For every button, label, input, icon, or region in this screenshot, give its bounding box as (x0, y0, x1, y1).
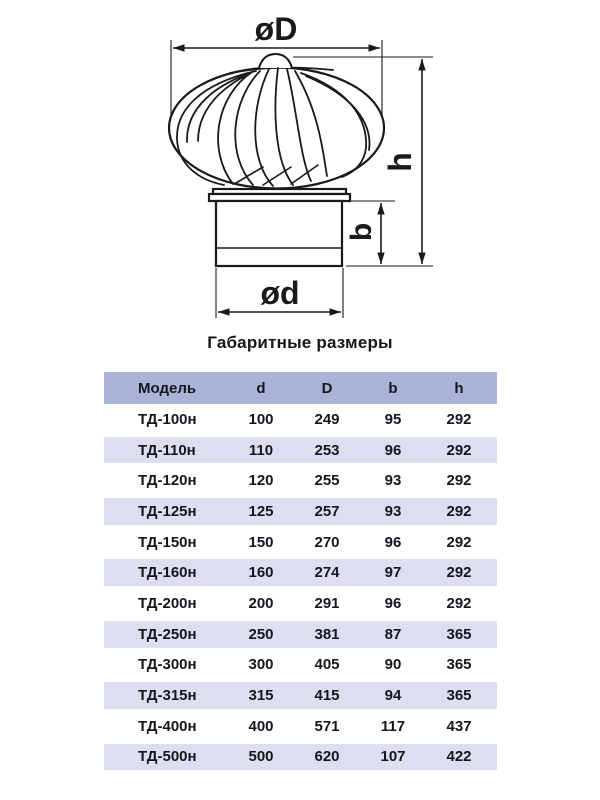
dimensions-table (104, 372, 497, 772)
value-cell: 160 (248, 564, 274, 582)
value-cell: 87 (384, 625, 402, 643)
pipe-body (216, 201, 342, 266)
table-row (104, 527, 497, 558)
value-cell: 405 (314, 656, 340, 674)
header-cell-4: h (454, 379, 464, 397)
value-cell: 292 (446, 564, 472, 582)
value-cell: 120 (248, 472, 274, 490)
value-cell: 110 (248, 441, 274, 459)
value-cell: 96 (384, 533, 402, 551)
table-row (104, 619, 497, 650)
dim-label-inner-diameter: ød (260, 275, 300, 311)
table-row (104, 557, 497, 588)
table-header-row (104, 372, 497, 404)
value-cell: 365 (446, 656, 472, 674)
header-cell-2: D (321, 379, 333, 397)
value-cell: 100 (248, 410, 274, 428)
value-cell: 422 (446, 748, 472, 766)
value-cell: 274 (314, 564, 340, 582)
value-cell: 117 (380, 717, 406, 735)
value-cell: 292 (446, 594, 472, 612)
turbine-head (169, 54, 384, 189)
table-row (104, 742, 497, 773)
table-row (104, 404, 497, 435)
value-cell: 107 (380, 748, 406, 766)
value-cell: 257 (314, 502, 340, 520)
header-cell-0: Модель (138, 379, 197, 397)
value-cell: 292 (446, 472, 472, 490)
value-cell: 381 (314, 625, 340, 643)
model-cell: ТД-125н (138, 502, 197, 520)
header-cell-3: b (388, 379, 398, 397)
value-cell: 315 (248, 687, 274, 705)
value-cell: 365 (446, 625, 472, 643)
value-cell: 93 (384, 502, 402, 520)
dim-label-outer-diameter: øD (254, 11, 298, 47)
model-cell: ТД-120н (138, 472, 197, 490)
value-cell: 292 (446, 441, 472, 459)
base-pipe (209, 189, 350, 266)
model-cell: ТД-315н (138, 687, 197, 705)
value-cell: 292 (446, 533, 472, 551)
value-cell: 97 (384, 564, 402, 582)
value-cell: 500 (248, 748, 274, 766)
value-cell: 270 (314, 533, 340, 551)
value-cell: 200 (248, 594, 274, 612)
table-row (104, 496, 497, 527)
value-cell: 400 (248, 717, 274, 735)
value-cell: 291 (314, 594, 340, 612)
value-cell: 95 (384, 410, 402, 428)
table-row (104, 588, 497, 619)
value-cell: 255 (314, 472, 340, 490)
model-cell: ТД-110н (138, 441, 196, 459)
value-cell: 292 (446, 410, 472, 428)
value-cell: 415 (314, 687, 340, 705)
model-cell: ТД-300н (138, 656, 197, 674)
value-cell: 96 (384, 594, 402, 612)
model-cell: ТД-500н (138, 748, 197, 766)
table-row (104, 650, 497, 681)
value-cell: 253 (314, 441, 340, 459)
value-cell: 292 (446, 502, 472, 520)
header-cell-1: d (256, 379, 266, 397)
model-cell: ТД-100н (138, 410, 197, 428)
value-cell: 365 (446, 687, 472, 705)
model-cell: ТД-400н (138, 717, 197, 735)
model-cell: ТД-250н (138, 625, 197, 643)
value-cell: 125 (248, 502, 274, 520)
model-cell: ТД-200н (138, 594, 197, 612)
dim-label-base-height: b (345, 222, 378, 242)
model-cell: ТД-160н (138, 564, 197, 582)
table-row (104, 680, 497, 711)
table-row (104, 435, 497, 466)
value-cell: 94 (384, 687, 402, 705)
value-cell: 249 (314, 410, 340, 428)
table-row (104, 711, 497, 742)
value-cell: 300 (248, 656, 274, 674)
table-title: Габаритные размеры (207, 333, 393, 352)
value-cell: 437 (446, 717, 472, 735)
value-cell: 620 (314, 748, 340, 766)
table-row (104, 465, 497, 496)
value-cell: 96 (384, 441, 402, 459)
value-cell: 90 (384, 656, 402, 674)
turbine-cap (259, 54, 292, 68)
value-cell: 93 (384, 472, 402, 490)
model-cell: ТД-150н (138, 533, 197, 551)
turbine-dimension-diagram (0, 0, 600, 330)
dim-label-height: h (382, 152, 418, 172)
value-cell: 571 (314, 717, 340, 735)
value-cell: 150 (248, 533, 274, 551)
value-cell: 250 (248, 625, 274, 643)
